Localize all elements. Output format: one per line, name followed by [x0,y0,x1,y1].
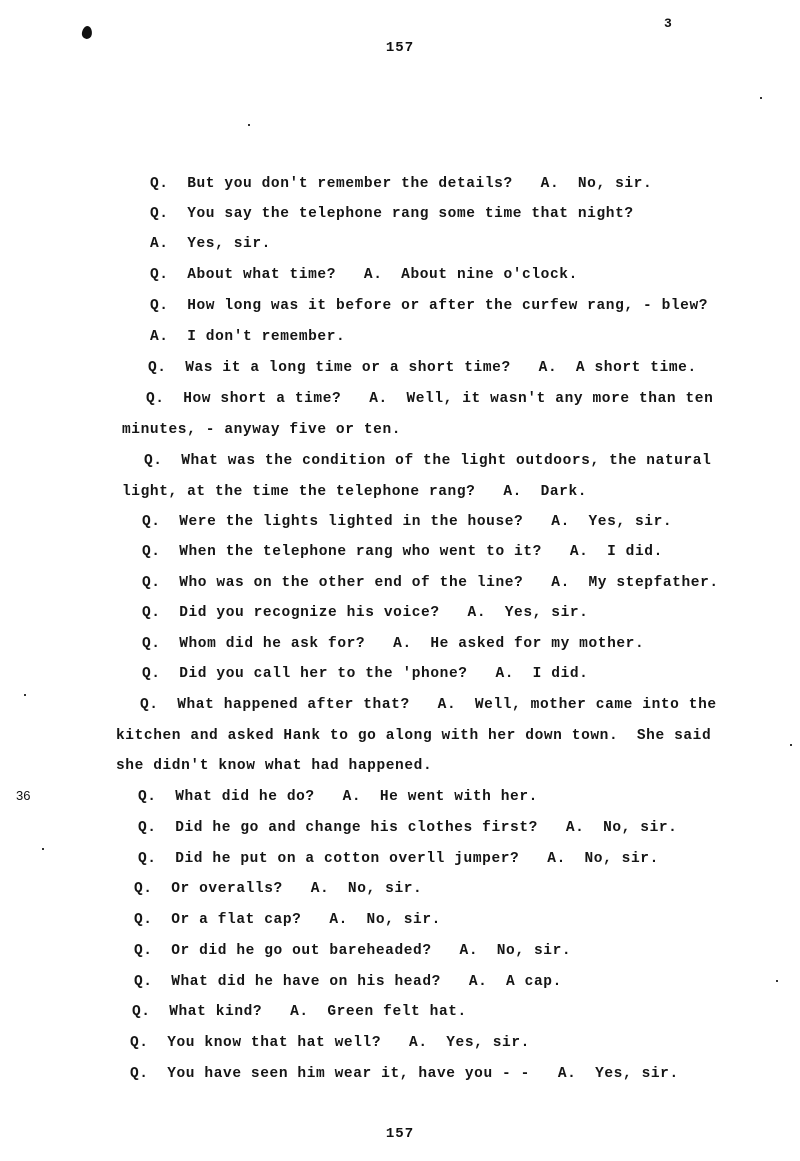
transcript-line: Q. You know that hat well? A. Yes, sir. [130,1035,530,1051]
transcript-line: Q. Did you recognize his voice? A. Yes, sir. [142,605,589,621]
scan-speck [24,694,26,696]
margin-number: 36 [16,788,31,803]
transcript-line: Q. What happened after that? A. Well, mother came into the [140,697,717,713]
transcript-line: minutes, - anyway five or ten. [122,422,402,438]
page-number-bottom: 157 [385,1126,415,1142]
top-right-mark: 3 [664,16,672,31]
transcript-line: Q. What did he do? A. He went with her. [138,789,538,805]
transcript-line: Q. Or did he go out bareheaded? A. No, sir. [134,943,572,959]
transcript-line: Q. Who was on the other end of the line? A. My stepfather. [142,575,719,591]
scan-speck [790,744,792,746]
transcript-line: Q. You say the telephone rang some time that night? [150,206,634,222]
transcript-line: Q. Was it a long time or a short time? A. A short time. [148,360,697,376]
transcript-line: Q. Or a flat cap? A. No, sir. [134,912,441,928]
transcript-line: Q. Were the lights lighted in the house? A. Yes, sir. [142,514,673,530]
transcript-line: Q. But you don't remember the details? A. No, sir. [150,176,653,192]
scan-speck [760,97,762,99]
transcript-line: Q. Did you call her to the 'phone? A. I did. [142,666,589,682]
ink-blot-mark [81,25,93,39]
scan-speck [248,124,250,126]
transcript-line: Q. When the telephone rang who went to it? A. I did. [142,544,663,560]
transcript-line: Q. Or overalls? A. No, sir. [134,881,423,897]
transcript-line: Q. How short a time? A. Well, it wasn't any more than ten [146,391,714,407]
transcript-line: A. Yes, sir. [150,236,271,252]
transcript-line: light, at the time the telephone rang? A. Dark. [122,484,588,500]
transcript-line: Q. How long was it before or after the curfew rang, - blew? [150,298,709,314]
transcript-line: Q. What did he have on his head? A. A cap. [134,974,562,990]
page-number-top: 157 [385,40,415,56]
transcript-line: kitchen and asked Hank to go along with her down town. She said [116,728,712,744]
transcript-line: Q. Did he put on a cotton overll jumper? A. No, sir. [138,851,659,867]
transcript-line: Q. What kind? A. Green felt hat. [132,1004,467,1020]
transcript-line: Q. What was the condition of the light outdoors, the natural [144,453,712,469]
transcript-line: she didn't know what had happened. [116,758,433,774]
transcript-line: A. I don't remember. [150,329,346,345]
transcript-line: Q. Did he go and change his clothes first? A. No, sir. [138,820,678,836]
transcript-line: Q. About what time? A. About nine o'clock. [150,267,578,283]
transcript-line: Q. Whom did he ask for? A. He asked for my mother. [142,636,645,652]
transcript-line: Q. You have seen him wear it, have you - - A. Yes, sir. [130,1066,679,1082]
scan-speck [776,980,778,982]
scan-speck [42,848,44,850]
